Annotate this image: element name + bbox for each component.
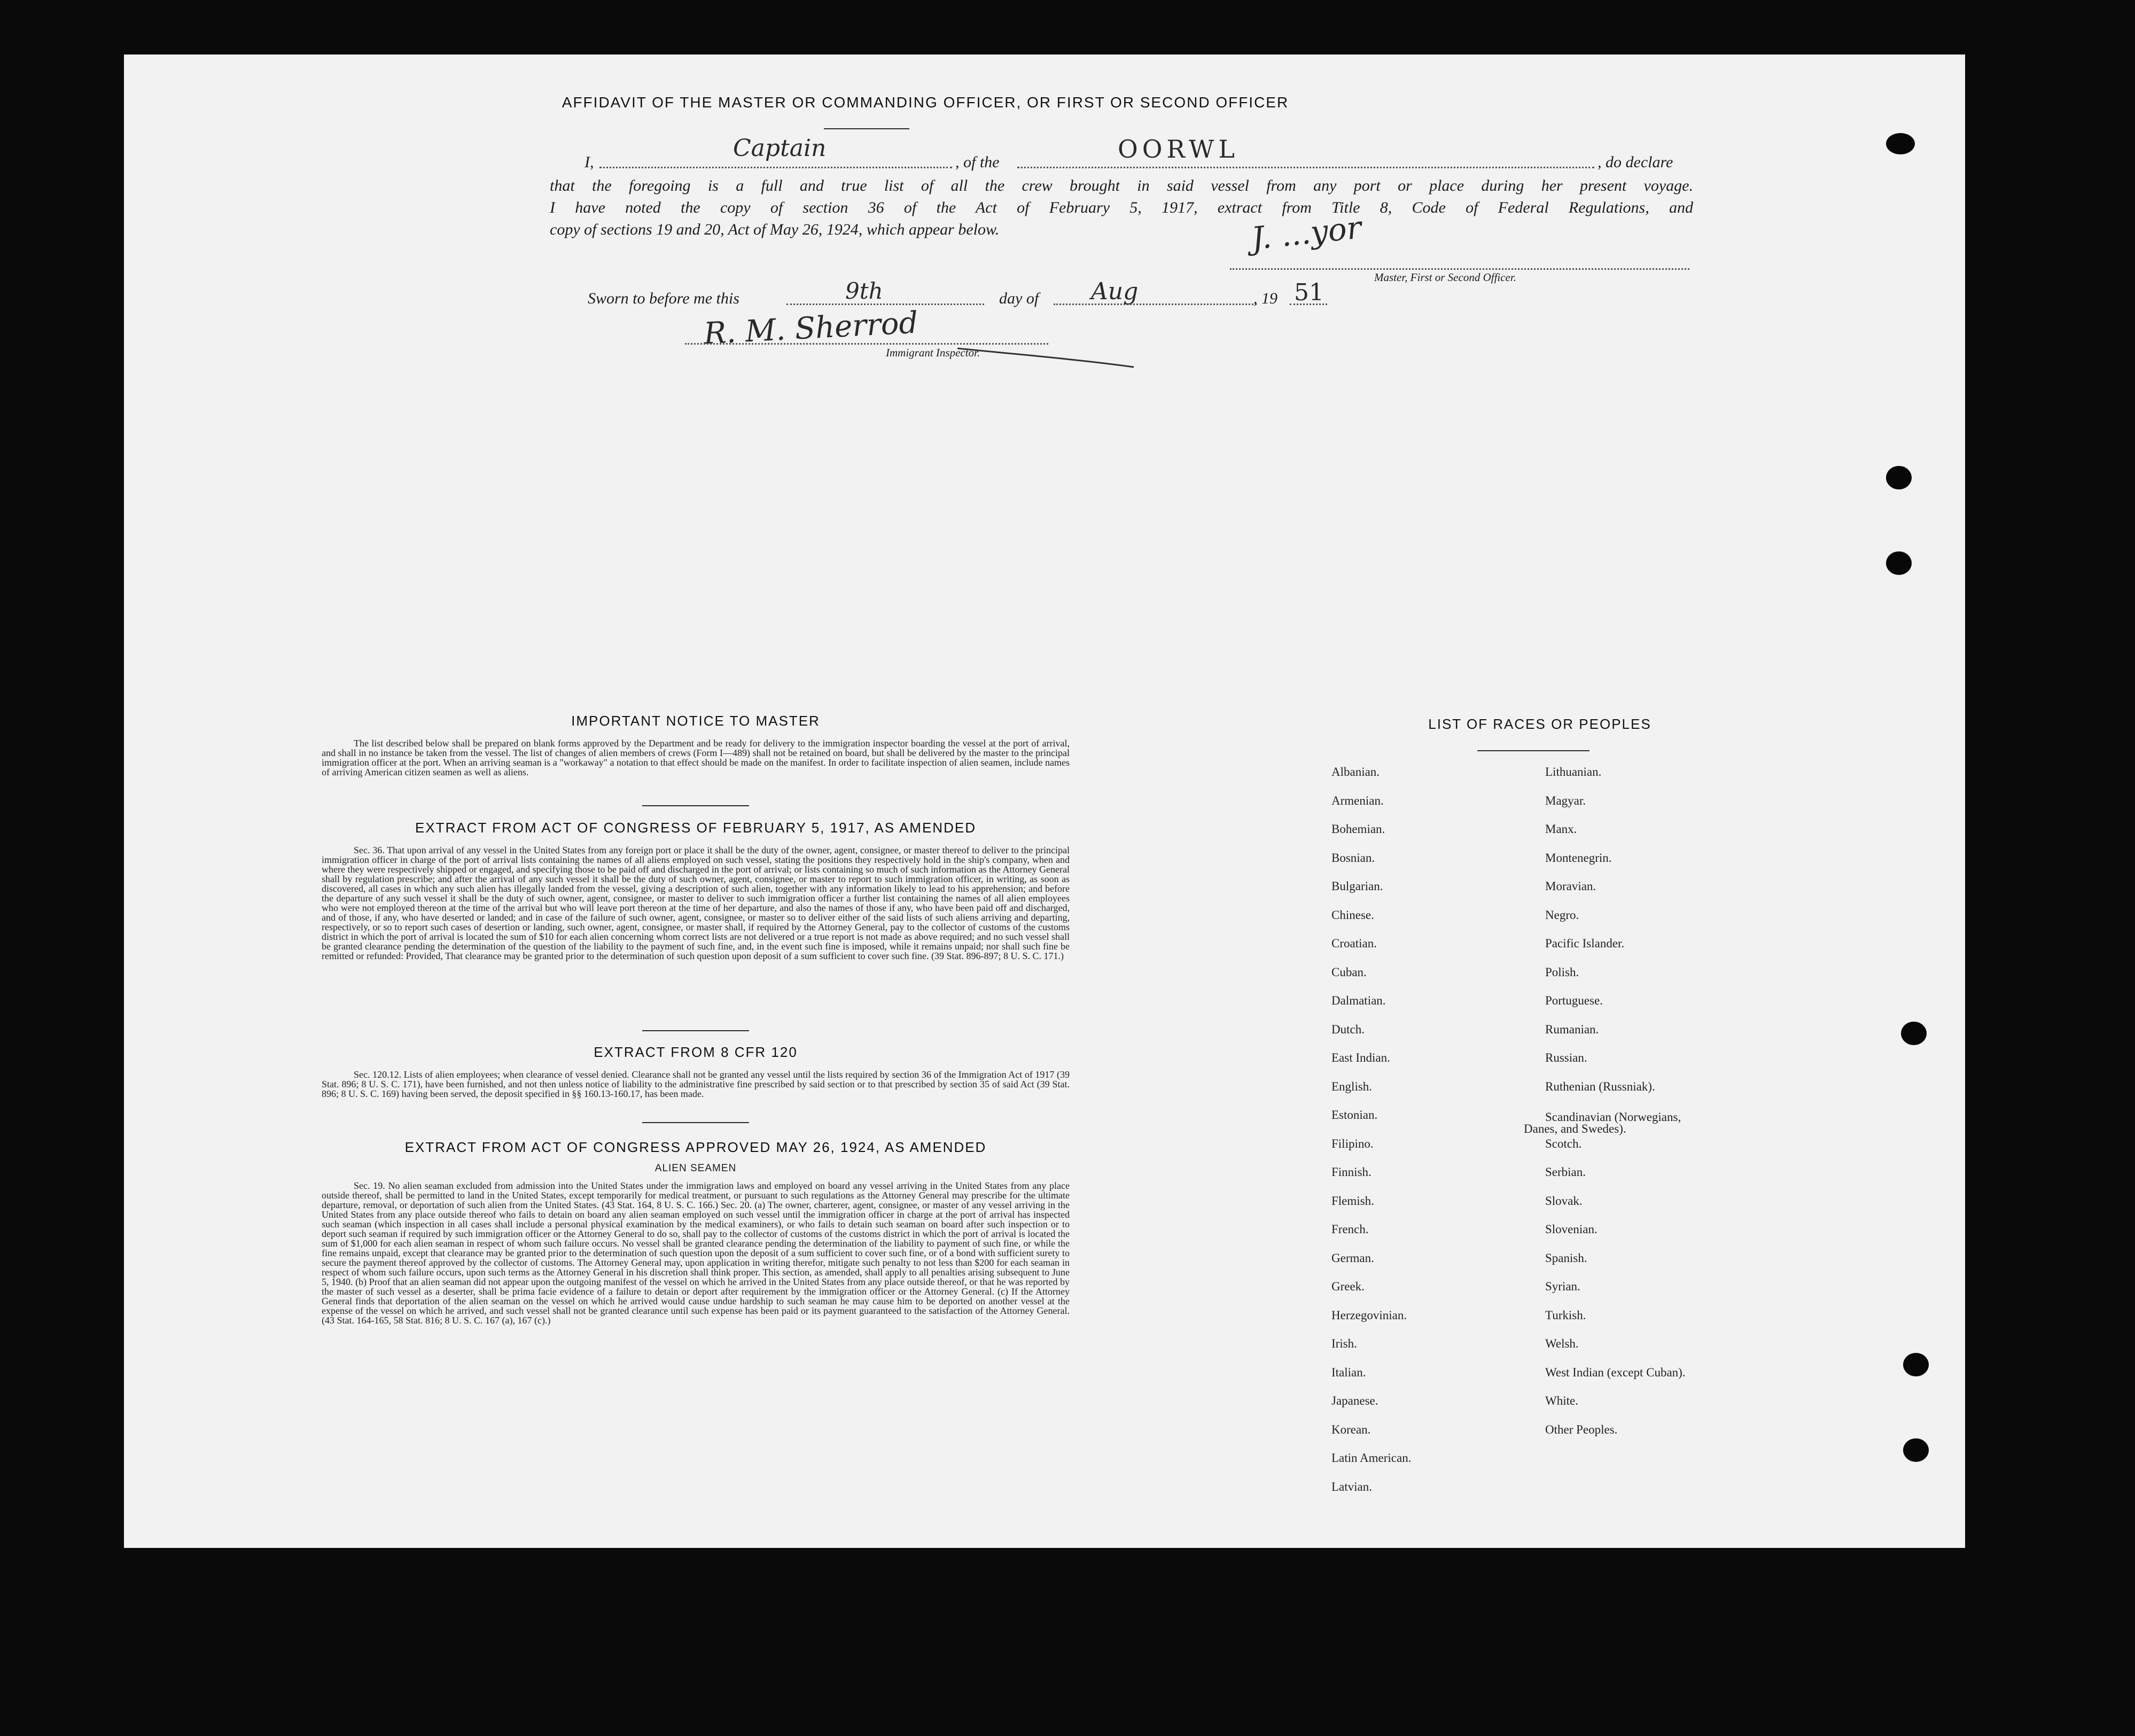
races-title: LIST OF RACES OR PEOPLES — [1428, 716, 1651, 732]
races-rule — [1477, 750, 1589, 751]
race-item: Ruthenian (Russniak). — [1545, 1079, 1655, 1093]
extract-1917-text: Sec. 36. That upon arrival of any vessel in the United States from any foreign port or place it shall be the duty of the owner, agent, consignee, or master thereof to deliver to the principal immigration officer in charge of the port of arrival lists containing the names of all aliens employed on such vessel, stating the positions they respectively hold in the ship's company, when and where they were respectively shipped or engaged, and specifying those to be paid off and discharged in the port of arrival; or lists containing so much of such information as the Attorney General shall by regulation prescribe; and after the arrival of any such vessel it shall be the duty of such owner, agent, consignee, or master to report to such immigration officer, in writing, as soon as discovered, all cases in which any such alien has illegally landed from the vessel, giving a description of such alien, together with any information likely to lead to his apprehension; and before the departure of any such vessel it shall be the duty of such owner, agent, consignee, or master to deliver to such immigration officer a further list containing the names of all alien employees who were not employed thereon at the time of the arrival but who will leave port thereon at the time of her departure, and also the names of those if any, who have been paid off and discharged, and of those, if any, who have deserted or landed; and in case of the failure of such owner, agent, consignee, or master so to deliver either of the said lists of such aliens arriving and departing, respectively, or so to report such cases of desertion or landing, such owner, agent, consignee, or master shall, if required by the Attorney General, pay to the collector of customs of the customs district in which the port of arrival is located the sum of $10 for each alien concerning whom correct lists are not delivered or a true report is not made as above required; and no such vessel shall be granted clearance pending the determination of the question of the liability to the payment of such fine, and, in the event such fine is imposed, while it remains unpaid; nor shall such fine be remitted or refunded: Provided, That clearance may be granted prior to the determination of such question upon deposit of a sum sufficient to cover such fine. (39 Stat. 896-897; 8 U. S. C. 171.) — [322, 845, 1070, 961]
race-item: Herzegovinian. — [1331, 1308, 1407, 1322]
extract-1924-text: Sec. 19. No alien seaman excluded from admission into the United States under the immigration laws and employed on board any vessel arriving in the United States from any place outside thereof, shall be permitted to land in the United States, except temporarily for medical treatment, or pursuant to such regulations as the Attorney General may prescribe for the ultimate departure, removal, or deportation of such alien from the United States. (43 Stat. 164, 8 U. S. C. 166.) Sec. 20. (a) The owner, charterer, agent, consignee, or master of any vessel arriving in the United States from any place outside thereof who fails to detain on board any alien seaman employed on such vessel until the immigration officer in charge at the port of arrival has inspected such seaman (which inspection in all cases shall include a personal physical examination by the medical examiners), or who fails to detain such seaman on board after such inspection or to deport such seaman if required by such immigration officer or the Attorney General to do so, shall pay to the collector of customs of the customs district in which the port of arrival is located the sum of $1,000 for each alien seaman in respect of whom such failure occurs. No vessel shall be granted clearance pending the determination of the liability to payment of such fine, or while the fine remains unpaid, except that clearance may be granted prior to the determination of such question upon the deposit of a sum sufficient to cover such fine, or of a bond with sufficient surety to secure the payment thereof approved by the collector of customs. The Attorney General may, upon application in writing therefor, mitigate such penalty to not less than $200 for each seaman in respect of whom such failure occurs, upon such terms as the Attorney General in his discretion shall think proper. This section, as amended, shall apply to all penalties arising subsequent to June 5, 1940. (b) Proof that an alien seaman did not appear upon the outgoing manifest of the vessel on which he arrived in the United States from any place outside thereof, or that he was reported by the master of such vessel as a deserter, shall be prima facie evidence of a failure to detain or deport after requirement by the immigration officer or the Attorney General. (c) If the Attorney General finds that deportation of the alien seaman on the vessel on which he arrived would cause undue hardship to such seaman he may cause him to be deported on another vessel at the expense of the vessel on which he arrived, and such vessel shall not be granted clearance until such expense has been paid or its payment guaranteed to the satisfaction of the Attorney General. (43 Stat. 164-165, 58 Stat. 816; 8 U. S. C. 167 (a), 167 (c).) — [322, 1180, 1070, 1326]
year-prefix: , 19 — [1253, 290, 1277, 307]
title-rule — [824, 128, 909, 129]
race-item: Bulgarian. — [1331, 879, 1383, 893]
day-of-label: day of — [999, 290, 1039, 307]
race-item: Manx. — [1545, 822, 1577, 836]
race-item: Korean. — [1331, 1422, 1371, 1436]
race-item: Syrian. — [1545, 1280, 1580, 1293]
race-item: Japanese. — [1331, 1394, 1378, 1407]
race-item: Chinese. — [1331, 908, 1374, 922]
race-item: Pacific Islander. — [1545, 937, 1625, 950]
extract-1917-title: EXTRACT FROM ACT OF CONGRESS OF FEBRUARY 5, 1917, AS AMENDED — [415, 820, 976, 836]
race-item: Estonian. — [1331, 1108, 1378, 1122]
inspector-signature: R. M. Sherrod — [703, 305, 919, 352]
race-item: Scandinavian (Norwegians, — [1545, 1110, 1681, 1124]
race-item: Welsh. — [1545, 1337, 1579, 1350]
punch-hole — [1886, 466, 1912, 489]
race-item: Portuguese. — [1545, 994, 1603, 1007]
race-item: Latin American. — [1331, 1451, 1412, 1465]
vessel-line — [1017, 167, 1594, 168]
of-the-label: , of the — [955, 153, 1000, 171]
race-item: Bohemian. — [1331, 822, 1385, 836]
extract-1917-rule — [642, 1030, 749, 1031]
day-line — [786, 303, 984, 305]
race-item: French. — [1331, 1223, 1369, 1236]
punch-hole — [1886, 133, 1915, 154]
vessel-handwriting: OORWL — [1118, 135, 1239, 164]
affidavit-title: AFFIDAVIT OF THE MASTER OR COMMANDING OFFICER, OR FIRST OR SECOND OFFICER — [562, 94, 1289, 111]
extract-cfr-rule — [642, 1122, 749, 1123]
inspector-caption: Immigrant Inspector. — [886, 346, 980, 359]
punch-hole — [1901, 1022, 1927, 1045]
race-item: Italian. — [1331, 1365, 1366, 1379]
extract-cfr-text: Sec. 120.12. Lists of alien employees; when clearance of vessel denied. Clearance shall not be granted any vessel until the lists required by section 36 of the Immigration Act of 1917 (39 Stat. 896; 8 U. S. C. 171), have been furnished, and not then unless notice of liability to the administrative fine prescribed by said section or to that prescribed by section 35 of said Act (39 Stat. 896; 8 U. S. C. 169) having been served, the deposit specified in §§ 160.13-160.17, has been made. — [322, 1069, 1070, 1099]
declare-label: , do declare — [1598, 153, 1673, 171]
punch-hole — [1903, 1438, 1929, 1462]
notice-title: IMPORTANT NOTICE TO MASTER — [571, 713, 820, 729]
affidavit-statement — [550, 175, 1693, 240]
race-item: Negro. — [1545, 908, 1579, 922]
race-item: Slovak. — [1545, 1194, 1583, 1208]
race-item: Magyar. — [1545, 793, 1586, 807]
race-item: Turkish. — [1545, 1308, 1586, 1322]
extract-1924-subtitle: ALIEN SEAMEN — [654, 1163, 737, 1174]
race-item: Irish. — [1331, 1337, 1357, 1350]
race-item: Slovenian. — [1545, 1223, 1598, 1236]
race-item: Cuban. — [1331, 965, 1367, 979]
race-item: Dutch. — [1331, 1022, 1365, 1036]
race-item: Danes, and Swedes). — [1524, 1122, 1626, 1135]
master-signature-line — [1230, 268, 1689, 270]
race-item: Bosnian. — [1331, 851, 1375, 865]
race-item: Finnish. — [1331, 1165, 1372, 1179]
affidavit-line-4: copy of sections 19 and 20, Act of May 26, 1924, which appear below. — [550, 221, 1000, 238]
punch-hole — [1903, 1353, 1929, 1376]
month-line — [1054, 303, 1257, 305]
notice-rule — [642, 805, 749, 806]
race-item: Other Peoples. — [1545, 1422, 1618, 1436]
affidavit-line-2: that the foregoing is a full and true list of all the crew brought in said vessel from any port or place during her present voyage. — [550, 177, 1693, 194]
notice-text: The list described below shall be prepared on blank forms approved by the Department and be ready for delivery to the immigration inspector boarding the vessel at the port of arrival, and shall in no instance be taken from the vessel. The list of changes of alien members of crews (Form I—489) shall not be retained on board, but shall be delivered by the master to the principal immigration officer at the port. When an arriving seaman is a "workaway" a notation to that effect should be made on the manifest. In order to facilitate inspection of alien seamen, include names of arriving American citizen seamen as well as aliens. — [322, 738, 1070, 777]
sworn-day: 9th — [845, 278, 883, 304]
race-item: Spanish. — [1545, 1251, 1587, 1265]
inspector-flourish — [957, 343, 1139, 370]
race-item: Russian. — [1545, 1051, 1587, 1064]
race-item: Serbian. — [1545, 1165, 1586, 1179]
affidavit-i: I, — [585, 153, 594, 171]
race-item: Dalmatian. — [1331, 994, 1386, 1007]
race-item: Croatian. — [1331, 937, 1377, 950]
race-item: Montenegrin. — [1545, 851, 1612, 865]
race-item: Flemish. — [1331, 1194, 1374, 1208]
master-signature: J. ...yor — [1250, 209, 1363, 257]
race-item: Polish. — [1545, 965, 1579, 979]
master-caption: Master, First or Second Officer. — [1374, 271, 1516, 284]
race-item: Filipino. — [1331, 1136, 1374, 1150]
name-handwriting: Captain — [733, 135, 827, 162]
sworn-month: Aug — [1091, 278, 1139, 305]
race-item: Albanian. — [1331, 765, 1380, 779]
race-item: Latvian. — [1331, 1480, 1372, 1493]
name-line — [599, 167, 952, 168]
race-item: German. — [1331, 1251, 1374, 1265]
race-item: Lithuanian. — [1545, 765, 1602, 779]
race-item: Rumanian. — [1545, 1022, 1599, 1036]
race-item: Armenian. — [1331, 793, 1384, 807]
extract-1924-title: EXTRACT FROM ACT OF CONGRESS APPROVED MAY 26, 1924, AS AMENDED — [404, 1139, 987, 1155]
affidavit-line-3: I have noted the copy of section 36 of the Act of February 5, 1917, extract from Title 8, Code of Federal Regulations, and — [550, 199, 1693, 216]
race-item: White. — [1545, 1394, 1578, 1407]
sworn-label: Sworn to before me this — [588, 290, 739, 307]
race-item: Greek. — [1331, 1280, 1365, 1293]
race-item: English. — [1331, 1079, 1373, 1093]
extract-cfr-title: EXTRACT FROM 8 CFR 120 — [594, 1044, 798, 1060]
document-page — [124, 55, 1965, 1548]
race-item: Moravian. — [1545, 879, 1596, 893]
race-item: West Indian (except Cuban). — [1545, 1365, 1686, 1379]
sworn-year: 51 — [1294, 279, 1324, 306]
race-item: East Indian. — [1331, 1051, 1390, 1064]
punch-hole — [1886, 551, 1912, 575]
race-item: Scotch. — [1545, 1136, 1582, 1150]
